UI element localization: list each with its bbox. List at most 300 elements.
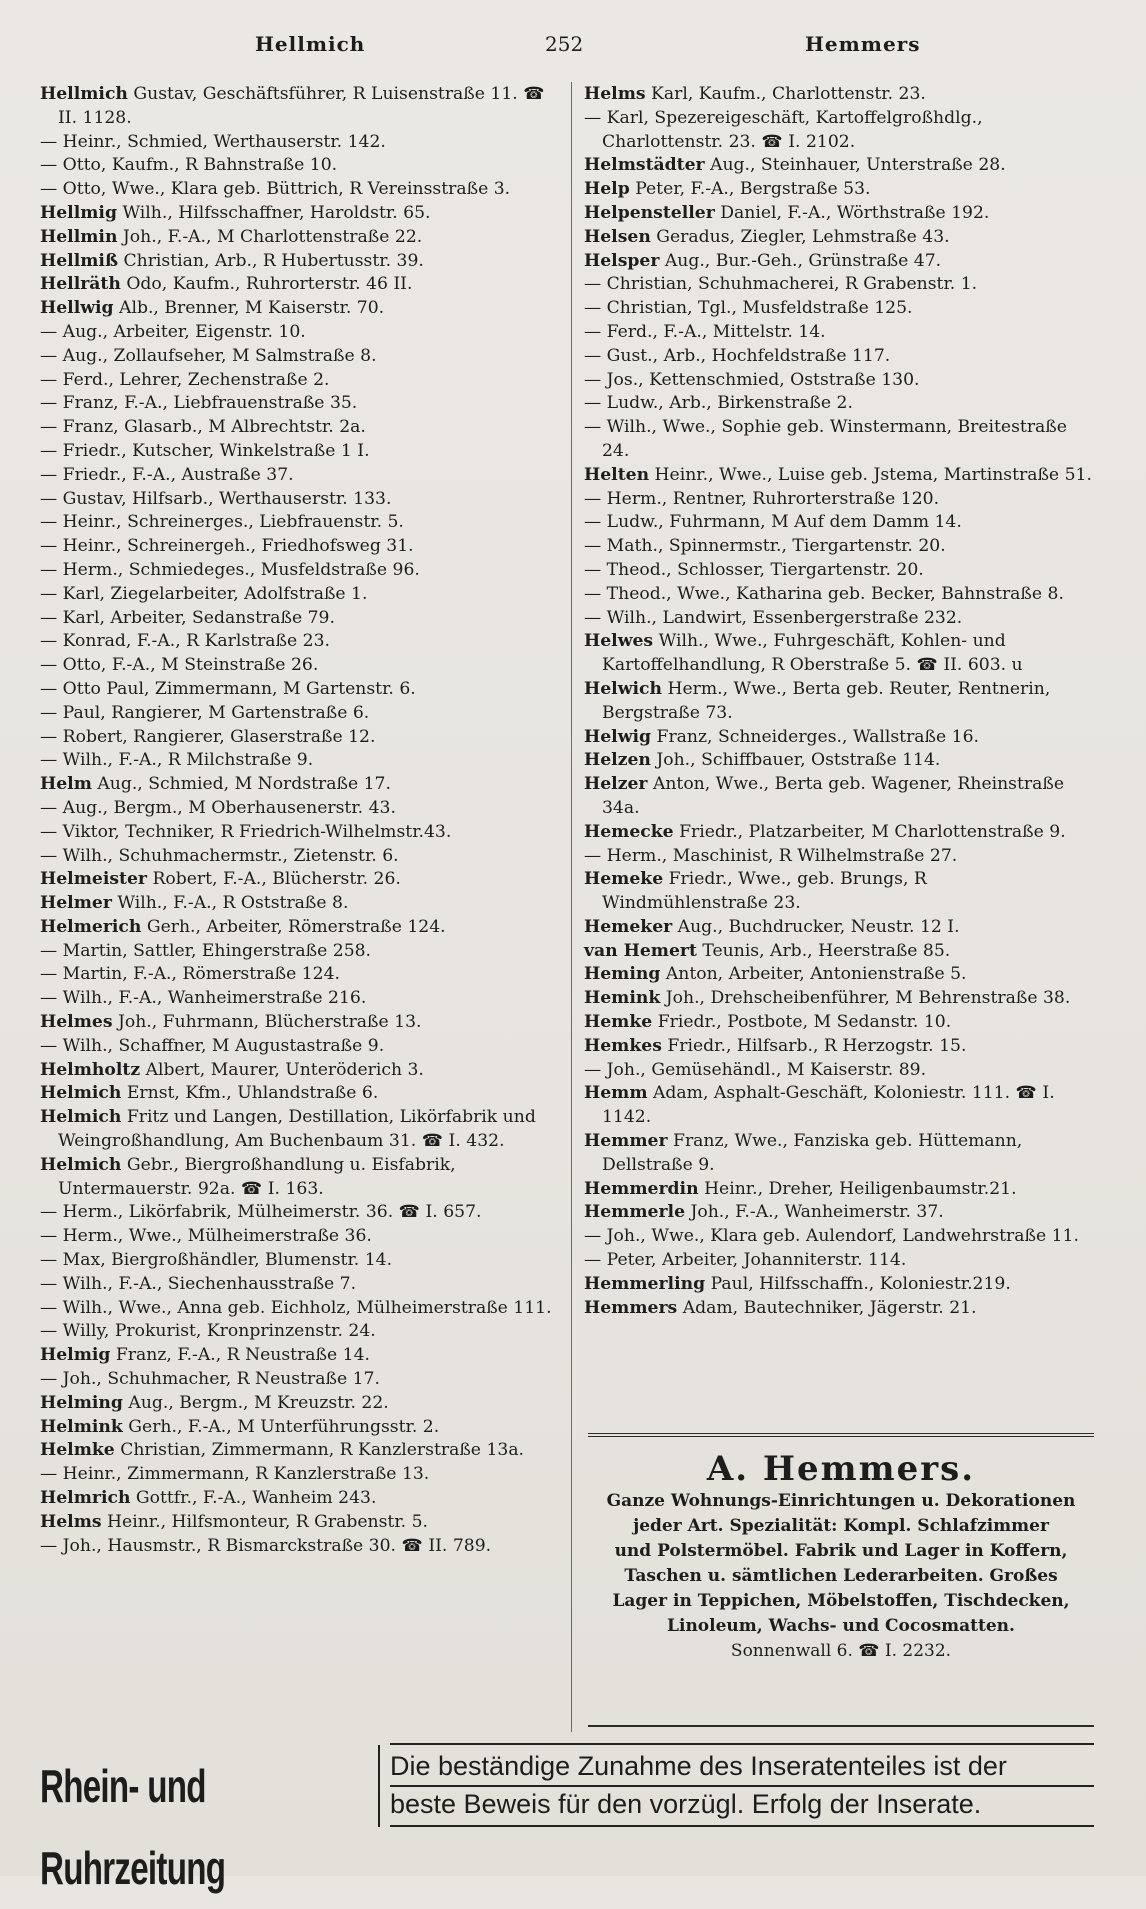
entry-details: Robert, Rangierer, Glaserstraße 12. (62, 726, 376, 747)
advertisement-line: Taschen u. sämtlichen Lederarbeiten. Großes (624, 1566, 1058, 1586)
directory-entry (40, 1297, 558, 1321)
entry-details: Geradus, Ziegler, Lehmstraße 43. (656, 226, 950, 247)
directory-entry (584, 868, 1094, 916)
entry-surname: — (40, 559, 58, 580)
directory-entry (40, 1011, 558, 1035)
directory-entry (584, 607, 1094, 631)
directory-entry (584, 202, 1094, 226)
directory-entry (584, 345, 1094, 369)
entry-surname: — (584, 1250, 602, 1271)
directory-entry (584, 916, 1094, 940)
banner-slogan-line-2: beste Beweis für den vorzügl. Erfolg der Inserate. (390, 1789, 982, 1819)
entry-details: Friedr., F.-A., Austraße 37. (62, 464, 294, 485)
directory-entry (40, 250, 558, 274)
entry-details: Heinr., Schreinergeh., Friedhofsweg 31. (62, 536, 414, 557)
directory-entry (584, 154, 1094, 178)
entry-details: Aug., Arbeiter, Eigenstr. 10. (62, 321, 306, 342)
entry-surname: — (40, 964, 58, 985)
banner-slogan-line-1: Die beständige Zunahme des Inseratenteiles ist der (390, 1751, 1007, 1781)
directory-entry (40, 535, 558, 559)
entry-surname: Helmeister (40, 869, 147, 890)
entry-details: Christian, Zimmermann, R Kanzlerstraße 13a. (120, 1440, 525, 1461)
entry-details: Paul, Hilfsschaffn., Koloniestr.219. (710, 1273, 1011, 1294)
entry-surname: — (40, 940, 58, 961)
entry-surname: Helsper (584, 250, 660, 271)
directory-entry (40, 1201, 558, 1225)
entry-details: Wilh., Schuhmachermstr., Zietenstr. 6. (62, 845, 399, 866)
entry-surname: Hemeker (584, 916, 673, 937)
entry-details: Albert, Maurer, Unteröderich 3. (145, 1059, 424, 1080)
entry-details: Joh., Drehscheibenführer, M Behrenstraße 38. (665, 988, 1071, 1009)
entry-details: Karl, Spezereigeschäft, Kartoffelgroßhdlg., Charlottenstr. 23. ☎ I. 2102. (602, 107, 983, 152)
entry-surname: Helmerich (40, 916, 142, 937)
entry-details: Martin, Sattler, Ehingerstraße 258. (62, 940, 372, 961)
directory-entry (584, 559, 1094, 583)
directory-entry (40, 345, 558, 369)
directory-entry (40, 488, 558, 512)
entry-details: Karl, Arbeiter, Sedanstraße 79. (62, 607, 335, 628)
entry-details: Christian, Arb., R Hubertusstr. 39. (123, 250, 424, 271)
entry-surname: Hemke (584, 1012, 653, 1033)
entry-surname: — (40, 440, 58, 461)
directory-entry (40, 273, 558, 297)
directory-entry (40, 1249, 558, 1273)
directory-entry (40, 1059, 558, 1083)
directory-entry (40, 1225, 558, 1249)
directory-entry (584, 226, 1094, 250)
entry-surname: — (584, 845, 602, 866)
entry-surname: — (40, 631, 58, 652)
entry-details: Teunis, Arb., Heerstraße 85. (702, 940, 951, 961)
entry-details: Christian, Tgl., Musfeldstraße 125. (606, 298, 913, 319)
banner-bottom-rule (390, 1825, 1094, 1827)
entry-details: Franz, Glasarb., M Albrechtstr. 2a. (62, 417, 366, 438)
entry-details: Robert, F.-A., Blücherstr. 26. (152, 869, 401, 890)
entry-details: Franz, F.-A., Liebfrauenstraße 35. (62, 393, 358, 414)
directory-entry (40, 416, 558, 440)
entry-surname: Help (584, 179, 630, 200)
banner-top-rule (390, 1743, 1094, 1745)
directory-entry (40, 726, 558, 750)
entry-surname: — (40, 988, 58, 1009)
newspaper-banner (40, 1745, 1094, 1894)
directory-entry (40, 369, 558, 393)
entry-details: Wilh., F.-A., R Milchstraße 9. (62, 750, 314, 771)
directory-entry (40, 131, 558, 155)
directory-entry (584, 369, 1094, 393)
entry-details: Theod., Schlosser, Tiergartenstr. 20. (606, 559, 924, 580)
entry-surname: Hellräth (40, 274, 121, 295)
directory-entry (40, 226, 558, 250)
entry-surname: — (40, 1035, 58, 1056)
directory-entry (40, 845, 558, 869)
advertisement-line: Linoleum, Wachs- und Cocosmatten. (667, 1616, 1015, 1636)
right-column (584, 83, 1094, 1320)
entry-details: Gustav, Hilfsarb., Werthauserstr. 133. (62, 488, 392, 509)
entry-surname: Helpensteller (584, 202, 715, 223)
entry-details: Anton, Arbeiter, Antonienstraße 5. (665, 964, 967, 985)
entry-details: Wilh., Wwe., Anna geb. Eichholz, Mülheimerstraße 111. (62, 1297, 552, 1318)
directory-entry (40, 749, 558, 773)
entry-surname: — (40, 369, 58, 390)
entry-surname: — (584, 536, 602, 557)
directory-entry (40, 464, 558, 488)
entry-details: Otto Paul, Zimmermann, M Gartenstr. 6. (62, 678, 416, 699)
directory-entry (584, 726, 1094, 750)
entry-surname: — (584, 393, 602, 414)
directory-entry (40, 678, 558, 702)
entry-details: Adam, Bautechniker, Jägerstr. 21. (682, 1297, 977, 1318)
entry-details: Gottfr., F.-A., Wanheim 243. (135, 1488, 377, 1509)
entry-details: Friedr., Postbote, M Sedanstr. 10. (657, 1012, 952, 1033)
advertisement-title: A. Hemmers. (706, 1449, 976, 1489)
advertisement-line: jeder Art. Spezialität: Kompl. Schlafzimmer (633, 1516, 1049, 1536)
directory-entry (584, 1273, 1094, 1297)
directory-entry (40, 511, 558, 535)
banner-middle-rule (390, 1785, 1094, 1787)
entry-details: Wilh., Landwirt, Essenbergerstraße 232. (606, 607, 963, 628)
directory-entry (40, 297, 558, 321)
entry-details: Heinr., Wwe., Luise geb. Jstema, Martinstraße 51. (654, 464, 1092, 485)
directory-entry (584, 250, 1094, 274)
entry-surname: Helwig (584, 726, 652, 747)
entry-surname: — (584, 345, 602, 366)
advertisement-hemmers (588, 1433, 1094, 1727)
entry-details: Friedr., Hilfsarb., R Herzogstr. 15. (667, 1035, 967, 1056)
entry-surname: Helms (40, 1511, 102, 1532)
entry-details: Heinr., Schmied, Werthauserstr. 142. (62, 131, 386, 152)
directory-entry (584, 107, 1094, 155)
entry-surname: Hemink (584, 988, 661, 1009)
directory-entry (40, 987, 558, 1011)
directory-entry (40, 321, 558, 345)
entry-details: Joh., Fuhrmann, Blücherstraße 13. (117, 1012, 422, 1033)
entry-surname: Helmstädter (584, 155, 705, 176)
entry-surname: — (40, 607, 58, 628)
entry-details: Ludw., Arb., Birkenstraße 2. (606, 393, 853, 414)
entry-surname: Hemmers (584, 1297, 678, 1318)
entry-surname: Helwich (584, 678, 662, 699)
entry-details: Aug., Bergm., M Oberhausenerstr. 43. (62, 797, 396, 818)
entry-surname: Hemmer (584, 1131, 668, 1152)
entry-details: Joh., Wwe., Klara geb. Aulendorf, Landwehrstraße 11. (606, 1226, 1079, 1247)
entry-details: Viktor, Techniker, R Friedrich-Wilhelmstr.43. (62, 821, 452, 842)
entry-surname: Hemmerdin (584, 1178, 699, 1199)
entry-details: Gebr., Biergroßhandlung u. Eisfabrik, Untermauerstr. 92a. ☎ I. 163. (58, 1154, 456, 1199)
entry-surname: Helzen (584, 750, 651, 771)
directory-entry (40, 963, 558, 987)
entry-details: Daniel, F.-A., Wörthstraße 192. (720, 202, 990, 223)
directory-entry (40, 1035, 558, 1059)
directory-entry (40, 916, 558, 940)
entry-surname: — (584, 488, 602, 509)
entry-details: Aug., Buchdrucker, Neustr. 12 I. (677, 916, 960, 937)
entry-surname: — (584, 559, 602, 580)
entry-surname: — (40, 655, 58, 676)
directory-entry (584, 273, 1094, 297)
entry-details: Franz, F.-A., R Neustraße 14. (115, 1345, 370, 1366)
entry-details: Joh., Hausmstr., R Bismarckstraße 30. ☎ II. 789. (62, 1535, 492, 1556)
directory-entry (40, 440, 558, 464)
directory-entry (584, 1249, 1094, 1273)
entry-details: Gust., Arb., Hochfeldstraße 117. (606, 345, 891, 366)
entry-surname: — (40, 321, 58, 342)
directory-entry (584, 987, 1094, 1011)
directory-entry (584, 83, 1094, 107)
directory-entry (40, 1392, 558, 1416)
entry-details: Heinr., Hilfsmonteur, R Grabenstr. 5. (107, 1511, 428, 1532)
directory-entry (40, 702, 558, 726)
directory-entry (584, 535, 1094, 559)
entry-details: Heinr., Dreher, Heiligenbaumstr.21. (704, 1178, 1017, 1199)
directory-entry (584, 583, 1094, 607)
entry-surname: Helm (40, 774, 92, 795)
entry-details: Adam, Asphalt-Geschäft, Koloniestr. 111. ☎ I. 1142. (602, 1083, 1055, 1128)
entry-details: Fritz und Langen, Destillation, Likörfabrik und Weingroßhandlung, Am Buchenbaum 31. ☎ I. 432. (58, 1107, 536, 1152)
entry-details: Joh., Schuhmacher, R Neustraße 17. (62, 1369, 380, 1390)
entry-surname: — (584, 512, 602, 533)
directory-entry (584, 1035, 1094, 1059)
entry-details: Ludw., Fuhrmann, M Auf dem Damm 14. (606, 512, 962, 533)
directory-entry (40, 1154, 558, 1202)
entry-details: Martin, F.-A., Römerstraße 124. (62, 964, 340, 985)
entry-surname: — (40, 131, 58, 152)
directory-entry (584, 940, 1094, 964)
entry-surname: Hellmig (40, 202, 117, 223)
entry-details: Otto, Kaufm., R Bahnstraße 10. (62, 155, 338, 176)
entry-surname: Helmich (40, 1154, 122, 1175)
entry-details: Peter, F.-A., Bergstraße 53. (635, 179, 871, 200)
entry-surname: Hellmin (40, 226, 118, 247)
entry-surname: — (584, 583, 602, 604)
entry-details: Friedr., Platzarbeiter, M Charlottenstraße 9. (679, 821, 1066, 842)
directory-entry (584, 511, 1094, 535)
directory-entry (584, 416, 1094, 464)
directory-entry (40, 1511, 558, 1535)
advertisement-address: Sonnenwall 6. ☎ I. 2232. (730, 1641, 952, 1661)
entry-surname: Helmes (40, 1012, 113, 1033)
banner-newspaper-name: Rhein- und Ruhrzeitung (40, 1760, 226, 1894)
entry-details: Herm., Rentner, Ruhrorterstraße 120. (606, 488, 940, 509)
entry-surname: — (40, 1464, 58, 1485)
entry-surname: — (40, 155, 58, 176)
directory-entry (40, 1368, 558, 1392)
entry-details: Wilh., Schaffner, M Augustastraße 9. (62, 1035, 385, 1056)
entry-details: Wilh., F.-A., Siechenhausstraße 7. (62, 1273, 357, 1294)
directory-entry (584, 678, 1094, 726)
directory-entry (40, 583, 558, 607)
entry-details: Otto, F.-A., M Steinstraße 26. (62, 655, 319, 676)
entry-details: Aug., Schmied, M Nordstraße 17. (97, 774, 391, 795)
entry-surname: Hellmiß (40, 250, 119, 271)
directory-entry (40, 1320, 558, 1344)
directory-entry (40, 1082, 558, 1106)
entry-details: Joh., F.-A., M Charlottenstraße 22. (122, 226, 423, 247)
entry-surname: Helmer (40, 893, 112, 914)
directory-entry (584, 749, 1094, 773)
entry-details: Herm., Maschinist, R Wilhelmstraße 27. (606, 845, 958, 866)
entry-surname: Helwes (584, 631, 654, 652)
entry-details: Math., Spinnermstr., Tiergartenstr. 20. (606, 536, 946, 557)
entry-details: Karl, Kaufm., Charlottenstr. 23. (651, 84, 926, 104)
entry-surname: Helzer (584, 774, 648, 795)
directory-entry (40, 1273, 558, 1297)
entry-details: Gerh., F.-A., M Unterführungsstr. 2. (128, 1416, 440, 1437)
entry-details: Ferd., F.-A., Mittelstr. 14. (606, 321, 826, 342)
entry-details: Joh., Gemüsehändl., M Kaiserstr. 89. (606, 1059, 927, 1080)
entry-details: Otto, Wwe., Klara geb. Büttrich, R Vereinsstraße 3. (62, 179, 511, 200)
directory-entry (40, 1487, 558, 1511)
entry-surname: — (40, 797, 58, 818)
entry-surname: Helsen (584, 226, 651, 247)
entry-surname: — (40, 1202, 58, 1223)
entry-surname: — (40, 464, 58, 485)
banner-separator (378, 1745, 380, 1827)
entry-surname: — (40, 821, 58, 842)
entry-details: Wilh., F.-A., R Oststraße 8. (117, 893, 349, 914)
entry-details: Gustav, Geschäftsführer, R Luisenstraße 11. ☎ II. 1128. (58, 84, 545, 128)
entry-details: Christian, Schuhmacherei, R Grabenstr. 1. (606, 274, 978, 295)
entry-surname: Heming (584, 964, 661, 985)
advertisement-bottom-rule (588, 1725, 1094, 1727)
directory-entry (584, 1082, 1094, 1130)
entry-surname: Hemkes (584, 1035, 662, 1056)
entry-surname: Helmke (40, 1440, 115, 1461)
directory-entry (40, 797, 558, 821)
directory-entry (40, 202, 558, 226)
entry-surname: — (584, 107, 602, 128)
directory-entry (40, 1344, 558, 1368)
entry-surname: Helmich (40, 1083, 122, 1104)
left-column (40, 83, 558, 1558)
entry-details: Peter, Arbeiter, Johanniterstr. 114. (606, 1250, 907, 1271)
entry-surname: — (40, 488, 58, 509)
directory-entry (40, 654, 558, 678)
entry-surname: — (40, 678, 58, 699)
directory-entry (584, 1011, 1094, 1035)
entry-surname: Helming (40, 1392, 123, 1413)
entry-surname: — (584, 321, 602, 342)
directory-entry (40, 773, 558, 797)
advertisement-line: Ganze Wohnungs-Einrichtungen u. Dekorationen (606, 1491, 1076, 1511)
entry-details: Franz, Schneiderges., Wallstraße 16. (656, 726, 979, 747)
directory-entry (584, 1297, 1094, 1321)
directory-entry (40, 178, 558, 202)
entry-surname: — (584, 417, 602, 438)
entry-surname: — (40, 345, 58, 366)
directory-entry (584, 630, 1094, 678)
directory-entry (40, 83, 558, 131)
entry-details: Willy, Prokurist, Kronprinzenstr. 24. (62, 1321, 376, 1342)
entry-surname: — (40, 536, 58, 557)
entry-surname: — (40, 726, 58, 747)
entry-surname: — (40, 179, 58, 200)
entry-details: Joh., Schiffbauer, Oststraße 114. (656, 750, 941, 771)
entry-surname: Hellwig (40, 298, 114, 319)
directory-entry (40, 607, 558, 631)
entry-surname: Helmig (40, 1345, 111, 1366)
entry-surname: — (40, 583, 58, 604)
entry-details: Wilh., F.-A., Wanheimerstraße 216. (62, 988, 367, 1009)
entry-surname: Helmink (40, 1416, 123, 1437)
entry-surname: — (40, 1273, 58, 1294)
directory-entry (40, 892, 558, 916)
page-number: 252 (545, 32, 584, 56)
entry-surname: — (40, 1297, 58, 1318)
directory-entry (584, 464, 1094, 488)
entry-details: Herm., Schmiedeges., Musfeldstraße 96. (62, 559, 420, 580)
entry-surname: — (584, 369, 602, 390)
entry-surname: Hemecke (584, 821, 674, 842)
directory-entry (584, 1178, 1094, 1202)
entry-surname: van Hemert (584, 940, 697, 961)
directory-entry (40, 1106, 558, 1154)
directory-entry (40, 154, 558, 178)
page-header (50, 32, 1096, 68)
directory-entry (584, 392, 1094, 416)
directory-entry (584, 773, 1094, 821)
entry-surname: — (40, 417, 58, 438)
header-right-keyword: Hemmers (805, 32, 921, 56)
entry-details: Aug., Zollaufseher, M Salmstraße 8. (62, 345, 377, 366)
entry-details: Joh., F.-A., Wanheimerstr. 37. (690, 1202, 944, 1223)
entry-details: Anton, Wwe., Berta geb. Wagener, Rheinstraße 34a. (602, 774, 1065, 818)
directory-entry (40, 392, 558, 416)
entry-surname: — (584, 298, 602, 319)
directory-entry (40, 630, 558, 654)
entry-details: Wilh., Wwe., Fuhrgeschäft, Kohlen- und Kartoffelhandlung, R Oberstraße 5. ☎ II. 603. u (602, 631, 1023, 676)
directory-entry (40, 821, 558, 845)
directory-entry (584, 1059, 1094, 1083)
entry-surname: Hemeke (584, 869, 664, 890)
entry-surname: — (40, 393, 58, 414)
entry-surname: — (584, 1226, 602, 1247)
entry-surname: — (40, 1321, 58, 1342)
advertisement-line: Lager in Teppichen, Möbelstoffen, Tischdecken, (612, 1591, 1070, 1611)
directory-entry (584, 845, 1094, 869)
entry-surname: — (40, 750, 58, 771)
entry-details: Friedr., Kutscher, Winkelstraße 1 I. (62, 440, 370, 461)
entry-details: Theod., Wwe., Katharina geb. Becker, Bahnstraße 8. (606, 583, 1064, 604)
directory-entry (40, 1439, 558, 1463)
entry-surname: Helmholtz (40, 1059, 141, 1080)
entry-details: Aug., Bur.-Geh., Grünstraße 47. (664, 250, 942, 271)
entry-details: Jos., Kettenschmied, Oststraße 130. (606, 369, 920, 390)
entry-details: Heinr., Zimmermann, R Kanzlerstraße 13. (62, 1464, 430, 1485)
entry-surname: — (40, 1226, 58, 1247)
entry-surname: Hellmich (40, 84, 128, 104)
entry-details: Friedr., Wwe., geb. Brungs, R Windmühlenstraße 23. (602, 869, 927, 914)
directory-entry (584, 963, 1094, 987)
entry-details: Aug., Steinhauer, Unterstraße 28. (710, 155, 1006, 176)
entry-surname: Hemmerling (584, 1273, 706, 1294)
directory-entry (40, 1416, 558, 1440)
directory-entry (584, 178, 1094, 202)
entry-details: Konrad, F.-A., R Karlstraße 23. (62, 631, 331, 652)
directory-entry (40, 559, 558, 583)
entry-details: Gerh., Arbeiter, Römerstraße 124. (146, 916, 446, 937)
directory-entry (584, 1130, 1094, 1178)
entry-surname: — (584, 607, 602, 628)
entry-surname: Hemm (584, 1083, 648, 1104)
entry-details: Wilh., Hilfsschaffner, Haroldstr. 65. (122, 202, 431, 223)
entry-details: Wilh., Wwe., Sophie geb. Winstermann, Breitestraße 24. (602, 417, 1067, 461)
entry-surname: — (40, 512, 58, 533)
entry-details: Odo, Kaufm., Ruhrorterstr. 46 II. (126, 274, 413, 295)
entry-details: Paul, Rangierer, M Gartenstraße 6. (62, 702, 370, 723)
column-divider (571, 82, 572, 1732)
directory-entry (40, 1463, 558, 1487)
